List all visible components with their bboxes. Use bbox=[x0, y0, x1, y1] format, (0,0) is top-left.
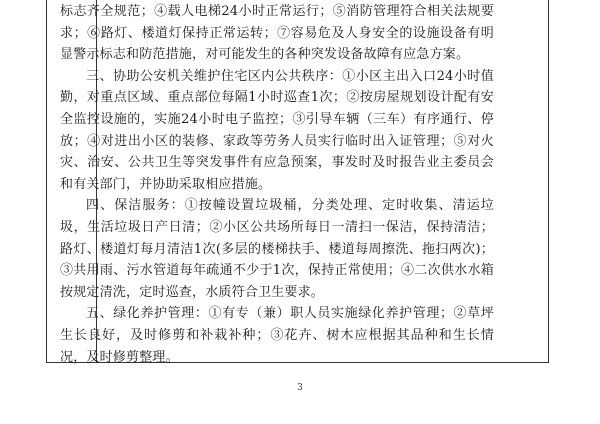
table-cell-content bbox=[60, 1, 494, 368]
paragraph-cleaning-service: 四、保洁服务：①按幢设置垃圾桶，分类处理、定时收集、清运垃圾，生活垃圾日产日清；②小区公共场所每日一清扫一保洁，保持清洁；路灯、楼道灯每月清洁1次(多层的楼梯扶手、楼道每周擦洗、拖扫两次)；③共用雨、污水管道每年疏通不少于1次，保持正常使用；④二次供水水箱按规定清洗，定时巡查，水质符合卫生要求。 bbox=[60, 198, 494, 300]
paragraph-public-order: 三、协助公安机关维护住宅区内公共秩序：①小区主出入口24小时值勤，对重点区域、重点部位每隔1小时巡查1次；②按房屋规划设计配有安全监控设施的，实施24小时电子监控；③引导车辆（三车）有序通行、停放；④对进出小区的装修、家政等劳务人员实行临时出入证管理；⑤对火灾、治安、公共卫生等突发事件有应急预案，事发时及时报告业主委员会和有关部门，并协助采取相应措施。 bbox=[60, 68, 494, 192]
paragraph-continuation: 标志齐全规范；④载人电梯24小时正常运行；⑤消防管理符合相关法规要求；⑥路灯、楼道灯保持正常运转；⑦容易危及人身安全的设施设备有明显警示标志和防范措施，对可能发生的各种突发设备故障有应急方案。 bbox=[60, 4, 494, 63]
paragraph-greening-maintenance: 五、绿化养护管理：①有专（兼）职人员实施绿化养护管理；②草坪生长良好，及时修剪和补栽补种；③花卉、树木应根据其品种和生长情况，及时修剪整理。 bbox=[60, 306, 494, 365]
page-number: 3 bbox=[297, 383, 303, 393]
